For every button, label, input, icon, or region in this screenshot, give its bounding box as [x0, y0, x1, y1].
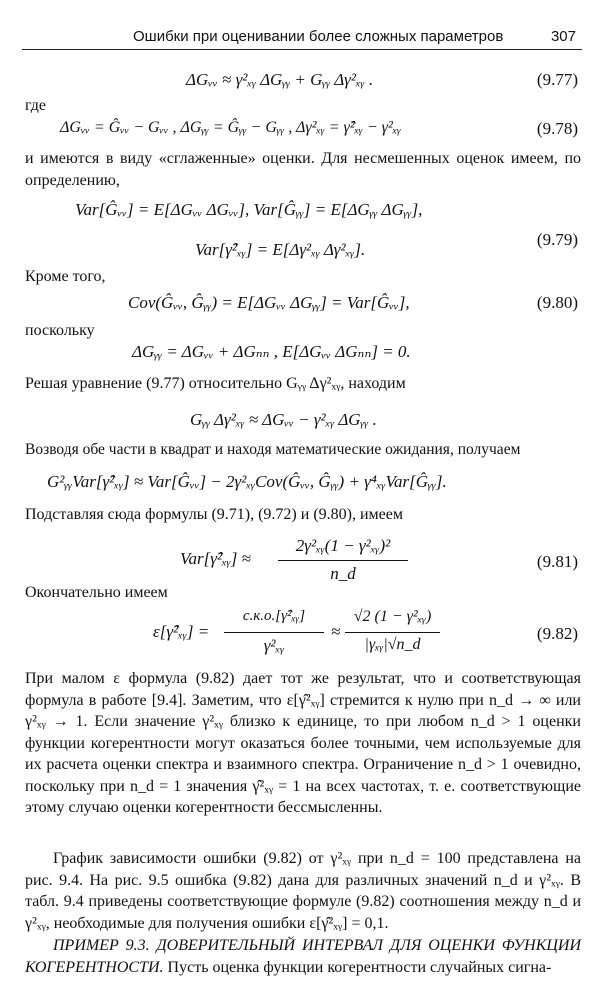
- fraction-bar-9-82-a: [224, 632, 324, 633]
- running-header: [0, 28, 606, 48]
- equation-9-82-denominator-1: γ²ₓᵧ: [263, 636, 285, 655]
- equation-9-79-a: Var[Ĝᵥᵥ] = E[ΔGᵥᵥ ΔGᵥᵥ], Var[Ĝᵧᵧ] = E[ΔGᵧᵧ ΔGᵧᵧ],: [75, 200, 423, 219]
- equation-number-9-78: (9.78): [536, 119, 578, 138]
- paragraph-analysis: При малом ε формула (9.82) дает тот же результат, что и соответствующая формула в работе [9.4]. Заметим, что ε[γ̂²ₓᵧ] стремится к нулю при n_d → ∞ или γ²ₓᵧ → 1. Если значение γ²ₓᵧ близко к единице, то при любом n_d > 1 оценки функции когерентности могут оказаться более точными, чем используемые для их расчета оценки спектра и взаимного спектра. Ограничение n_d > 1 очевидно, поскольку при n_d = 1 значения γ̂²ₓᵧ = 1 на всех частотах, т. е. соответствующие этому случаю оценки когерентности бессмысленны.: [25, 670, 581, 816]
- text-where: где: [25, 97, 47, 114]
- equation-9-78: ΔGᵥᵥ = Ĝᵥᵥ − Gᵥᵥ , ΔGᵧᵧ = Ĝᵧᵧ − Gᵧᵧ , Δγ²ₓᵧ = γ̂²ₓᵧ − γ²ₓᵧ: [60, 119, 401, 136]
- equation-9-80: Cov(Ĝᵥᵥ, Ĝᵧᵧ) = E[ΔGᵥᵥ ΔGᵧᵧ] = Var[Ĝᵥᵥ],: [128, 293, 410, 312]
- equation-9-77: ΔGᵥᵥ ≈ γ²ₓᵧ ΔGᵧᵧ + Gᵧᵧ Δγ²ₓᵧ .: [186, 70, 374, 89]
- paragraph-graph: График зависимости ошибки (9.82) от γ²ₓᵧ при n_d = 100 представлена на рис. 9.4. На рис. 9.5 ошибка (9.82) дана для различных значений n_d и γ²ₓᵧ. В табл. 9.4 приведены соответствующие формуле (9.82) соотношения между n_d и γ²ₓᵧ, необходимые для получения ошибки ε[γ̂²ₓᵧ] = 0,1.: [25, 850, 581, 932]
- paragraph-example: [25, 935, 581, 978]
- equation-number-9-82: (9.82): [536, 624, 578, 643]
- text-substituting: Подставляя сюда формулы (9.71), (9.72) и (9.80), имеем: [25, 506, 403, 523]
- equation-9-82-approx: ≈: [331, 622, 341, 641]
- header-rule: [22, 49, 582, 50]
- equation-solve: Gᵧᵧ Δγ²ₓᵧ ≈ ΔGᵥᵥ − γ²ₓᵧ ΔGᵧᵧ .: [190, 410, 377, 429]
- text-finally: Окончательно имеем: [25, 584, 168, 601]
- equation-since: ΔGᵧᵧ = ΔGᵥᵥ + ΔGₙₙ , E[ΔGᵥᵥ ΔGₙₙ] = 0.: [132, 342, 411, 361]
- equation-9-81-numerator: 2γ²ₓᵧ(1 − γ²ₓᵧ)²: [295, 536, 391, 555]
- equation-9-82-denominator-2: |γₓᵧ|√n_d: [364, 636, 421, 653]
- fraction-bar-9-81: [278, 560, 408, 561]
- text-since: поскольку: [25, 322, 95, 339]
- paragraph-smoothed: и имеются в виду «сглаженные» оценки. Для несмешенных оценок имеем, по определению,: [25, 150, 581, 189]
- equation-number-9-77: (9.77): [536, 70, 578, 89]
- example-title: ПРИМЕР 9.3. ДОВЕРИТЕЛЬНЫЙ ИНТЕРВАЛ ДЛЯ ОЦЕНКИ ФУНКЦИИ КОГЕРЕНТНОСТИ.: [25, 937, 581, 976]
- fraction-bar-9-82-b: [345, 632, 440, 633]
- equation-number-9-80: (9.80): [536, 293, 578, 312]
- equation-9-81-denominator: n_d: [330, 564, 356, 583]
- equation-number-9-79: (9.79): [536, 230, 578, 249]
- equation-9-82-numerator-1: с.к.о.[γ̂²ₓᵧ]: [242, 608, 306, 624]
- page-number: 307: [550, 28, 576, 45]
- header-title: Ошибки при оценивании более сложных параметров: [133, 28, 504, 45]
- equation-square: G²ᵧᵧVar[γ̂²ₓᵧ] ≈ Var[Ĝᵥᵥ] − 2γ²ₓᵧCov(Ĝᵥᵥ, Ĝᵧᵧ) + γ⁴ₓᵧVar[Ĝᵧᵧ].: [47, 472, 447, 491]
- equation-9-82-numerator-2: √2 (1 − γ²ₓᵧ): [353, 608, 432, 625]
- equation-9-79-b: Var[γ̂²ₓᵧ] = E[Δγ²ₓᵧ Δγ²ₓᵧ].: [195, 240, 366, 259]
- example-text: Пусть оценка функции когерентности случайных сигна-: [167, 958, 552, 976]
- equation-9-81-lhs: Var[γ̂²ₓᵧ] ≈: [180, 549, 251, 568]
- equation-number-9-81: (9.81): [536, 552, 578, 571]
- text-solving: Решая уравнение (9.77) относительно Gᵧᵧ Δγ²ₓᵧ, находим: [25, 375, 406, 392]
- text-besides: Кроме того,: [25, 268, 106, 285]
- equation-9-82-lhs: ε[γ̂²ₓᵧ] =: [153, 622, 210, 641]
- text-squaring: Возводя обе части в квадрат и находя математические ожидания, получаем: [25, 441, 521, 458]
